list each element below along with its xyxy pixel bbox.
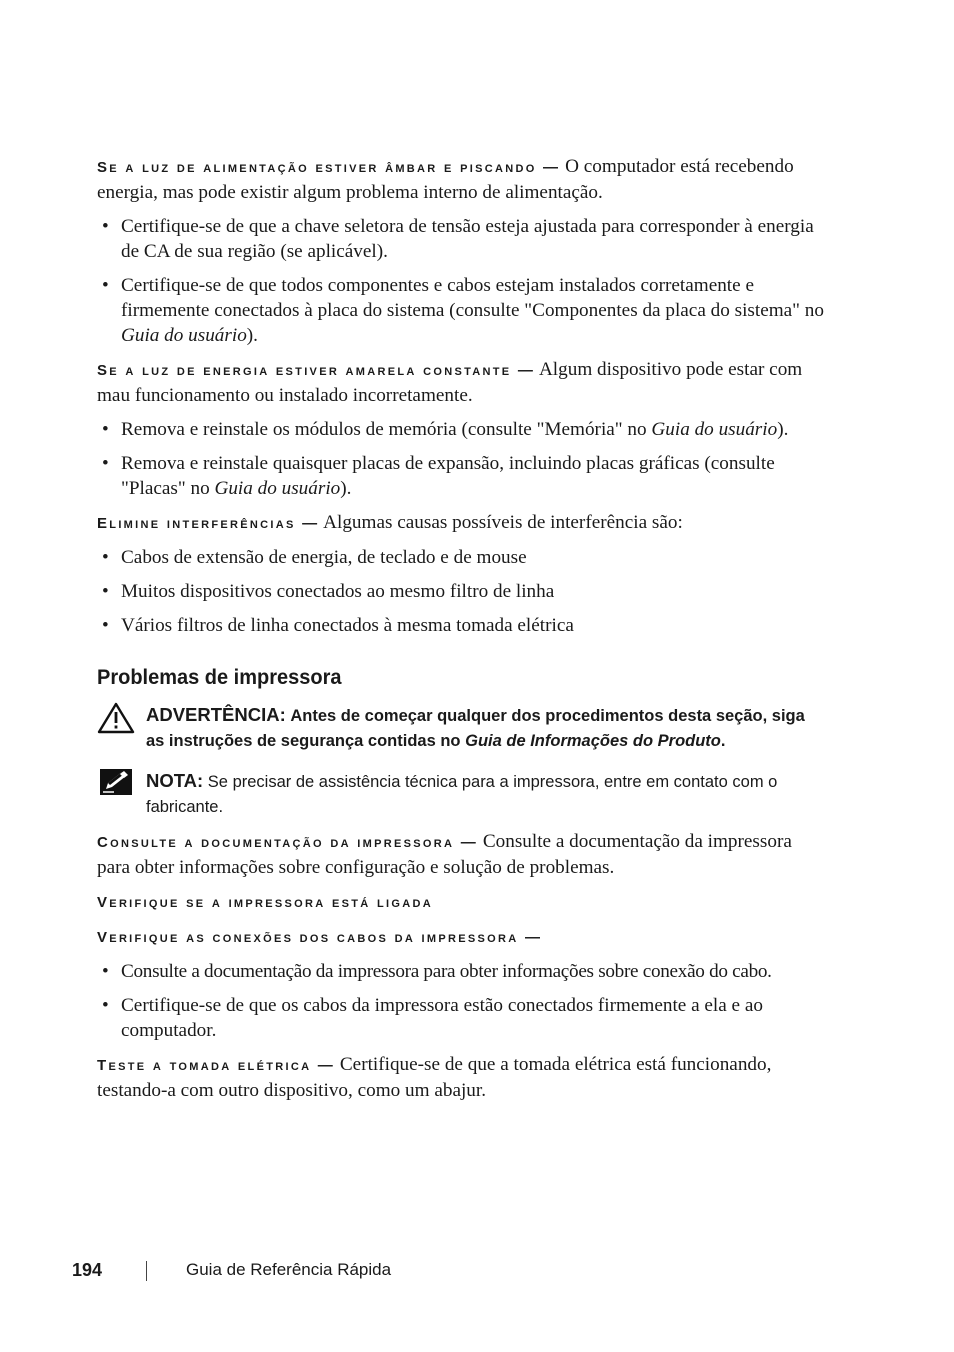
footer-title: Guia de Referência Rápida (186, 1260, 392, 1279)
list-item: • Remova e reinstale os módulos de memória (consulte "Memória" no Guia do usuário). (102, 419, 789, 440)
note-notice (97, 768, 827, 820)
section-yellow-steady (97, 357, 827, 408)
page-number: 194 (72, 1260, 103, 1280)
bullet-list (97, 417, 827, 501)
section-heading: Verifique as conexões dos cabos da impressora — (97, 929, 543, 946)
warning-notice: ADVERTÊNCIA: Antes de começar qualquer dos procedimentos desta seção, siga as instruções de segurança contidas no Guia de Informações do Produto. (97, 702, 827, 754)
list-item: • Certifique-se de que os cabos da impressora estão conectados firmemente a ela e ao computador. (102, 995, 763, 1041)
list-item: • Remova e reinstale quaisquer placas de expansão, incluindo placas gráficas (consulte "Placas" no Guia do usuário). (102, 453, 775, 499)
warning-text: Antes de começar qualquer dos procedimentos desta seção, siga as instruções de segurança contidas no (146, 707, 805, 750)
list-item: • Certifique-se de que a chave seletora de tensão esteja ajustada para corresponder à energia de CA de sua região (se aplicável). (102, 216, 814, 262)
section-interference (97, 510, 827, 536)
note-text: Se precisar de assistência técnica para a impressora, entre em contato com o fabricante. (146, 773, 778, 816)
section-text: Certifique-se de que a tomada elétrica está funcionando, testando-a com outro dispositivo, como um abajur. (97, 1054, 772, 1101)
section-heading: Verifique se a impressora está ligada (97, 894, 433, 911)
section-printer-cables (97, 924, 827, 950)
section-heading: Se a luz de energia estiver amarela constante — (97, 362, 536, 379)
list-item: • Muitos dispositivos conectados ao mesmo filtro de linha (102, 581, 555, 602)
section-text: Algum dispositivo pode estar com mau funcionamento ou instalado incorretamente. (97, 359, 803, 406)
footer-divider (146, 1261, 147, 1281)
section-heading: Consulte a documentação da impressora — (97, 834, 479, 851)
section-printer-docs (97, 829, 827, 880)
list-item: • Vários filtros de linha conectados à mesma tomada elétrica (102, 615, 574, 636)
warning-triangle-icon (97, 702, 135, 742)
section-text: Consulte a documentação da impressora para obter informações sobre configuração e solução de problemas. (97, 831, 792, 878)
list-item: • Consulte a documentação da impressora para obter informações sobre conexão do cabo. (102, 961, 772, 982)
warning-label: ADVERTÊNCIA: (146, 704, 286, 725)
section-heading: Elimine interferências — (97, 515, 320, 532)
section-heading: Teste a tomada elétrica — (97, 1057, 336, 1074)
note-label: NOTA: (146, 770, 204, 791)
printer-problems-title: Problemas de impressora (97, 665, 342, 689)
bullet-list (97, 959, 827, 1043)
list-item: • Certifique-se de que todos componentes e cabos estejam instalados corretamente e firmemente conectados à placa do sistema (consulte "Componentes da placa do sistema" no Guia do usuário). (102, 275, 824, 346)
section-test-outlet (97, 1052, 827, 1103)
section-text: O computador está recebendo energia, mas pode existir algum problema interno de alimentação. (97, 156, 794, 203)
page-content (97, 154, 827, 1103)
section-amber-blinking (97, 154, 827, 205)
list-item: • Cabos de extensão de energia, de teclado e de mouse (102, 547, 527, 568)
section-printer-on (97, 889, 827, 915)
bullet-list (97, 214, 827, 348)
section-text: Algumas causas possíveis de interferência são: (323, 512, 683, 533)
warning-guide-title: Guia de Informações do Produto (465, 732, 721, 750)
bullet-list (97, 545, 827, 638)
section-heading: Se a luz de alimentação estiver âmbar e piscando — (97, 159, 561, 176)
note-pencil-icon (100, 769, 132, 803)
